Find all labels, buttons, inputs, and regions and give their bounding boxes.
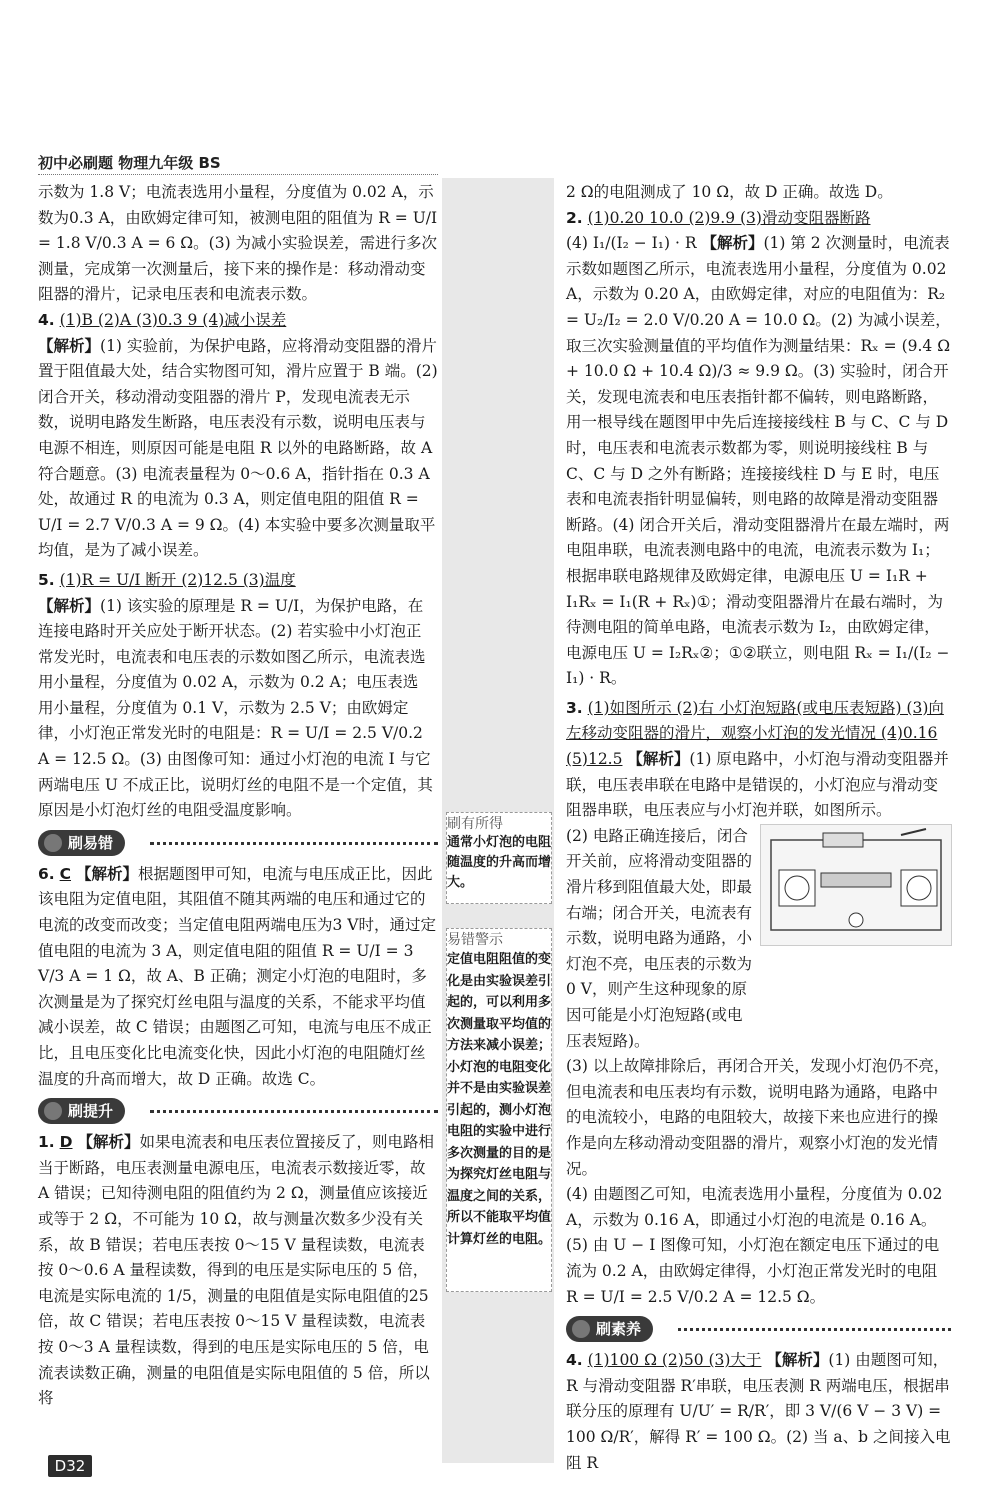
question-number: 5. — [38, 570, 55, 589]
side-note-text: 通常小灯泡的电阻随温度的升高而增大。 — [447, 835, 552, 890]
analysis-label: 【解析】 — [77, 1133, 140, 1152]
section-tag-label: 刷素养 — [566, 1316, 653, 1342]
analysis-text: (1) 实验前，为保护电路，应将滑动变阻器的滑片置于阻值最大处，结合实物图可知，滑片应置于 B 端。(2) 闭合开关，移动滑动变阻器的滑片 P，发现电流表无示数，说明电路发生断路，电压表没有示数，说明电压表与电源不相连，则原因可能是电阻 R 以外的电路断路，故 A 符合题意。(3) 电流表量程为 0～0.6 A，指针指在 0.3 A 处，故通过 R 的电流为 0.3 A，则定值电阻的阻值 R = U/I = 2.7 V/0.3 A = 9 Ω。(4) 本实验中要多次测量取平均值，是为了减小误差。 — [38, 336, 438, 560]
question-4-analysis — [38, 334, 438, 564]
question-1 — [38, 1130, 438, 1412]
analysis-label: 【解析】 — [766, 1351, 829, 1370]
circuit-diagram — [760, 824, 952, 946]
page-number: D32 — [48, 1455, 92, 1477]
answer: (1)R = U/I 断开 (2)12.5 (3)温度 — [59, 570, 296, 589]
analysis-label: 【解析】 — [38, 596, 101, 615]
analysis-text: (1) 第 2 次测量时，电流表示数如题图乙所示，电流表选用小量程，分度值为 0.02 A，示数为 0.20 A，由欧姆定律，对应的电阻值为：R₂ = U₂/I₂ = 2.0 V/0.20 A = 10.0 Ω。(2) 为减小误差，取三次实验测量值的平均值作为测量结果：Rₓ = (9.4 Ω + 10.0 Ω + 10.4 Ω)/3 ≈ 9.9 Ω。(3) 实验时，闭合开关，发现电流表和电压表指针都不偏转，则电路断路，用一根导线在题图甲中先后连接接线柱 B 与 C、C 与 D 时，电压表和电流表示数都为零，则说明接线柱 B 与 C、C 与 D 之外有断路；连接接线柱 D 与 E 时，电压表和电流表指针明显偏转，则电路的故障是滑动变阻器断路。(4) 闭合开关后，滑动变阻器滑片在最左端时，两电阻串联，电流表测电路中的电流，电流表示数为 I₁；根据串联电路规律及欧姆定律，电源电压 U = I₁R + I₁Rₓ = I₁(R + Rₓ)①；滑动变阻器滑片在最右端时，为待测电阻的简单电路，电流表示数为 I₂，由欧姆定律，电源电压 U = I₂Rₓ②；①②联立，则电阻 Rₓ = I₁/(I₂ − I₁) · R。 — [566, 234, 951, 688]
question-4 — [38, 308, 438, 334]
analysis-label: 【解析】 — [627, 750, 690, 769]
question-3-part-5: (5) 由 U − I 图像可知，小灯泡在额定电压下通过的电流为 0.2 A，由欧姆定律得，小灯泡正常发光时的电阻 R = U/I = 2.5 V/0.2 A = 12.5 Ω。 — [566, 1236, 940, 1306]
question-number: 6. — [38, 864, 55, 883]
section-tag-label: 刷易错 — [38, 830, 125, 856]
dotted-rule — [150, 842, 438, 845]
question-5 — [38, 568, 438, 594]
section-tag-improve — [38, 1098, 438, 1126]
analysis-text: (1) 该实验的原理是 R = U/I，为保护电路，在连接电路时开关应处于断开状态。(2) 若实验中小灯泡正常发光时，电流表和电压表的示数如图乙所示，电流表选用小量程，分度值为 0.02 A，示数为 0.2 A；电压表选用小量程，分度值为 0.1 V，示数为 2.5 V；由欧姆定律，小灯泡正常发光时的电阻是：R = U/I = 2.5 V/0.2 A = 12.5 Ω。(3) 由图像可知：通过小灯泡的电流 I 与它两端电压 U 不成正比，说明灯丝的电阻不是一个定值，其原因是小灯泡灯丝的电阻受温度影响。 — [38, 596, 433, 820]
question-6 — [38, 862, 438, 1092]
question-2-analysis — [566, 231, 951, 692]
analysis-text: (1) 由题图可知，R 与滑动变阻器 R′串联，电压表测 R 两端电压，根据串联分压的原理有 U/U′ = R/R′，即 3 V/(6 V − 3 V) = 100 Ω/R′，解得 R′ = 100 Ω。(2) 当 a、b 之间接入电阻 R — [566, 1351, 951, 1472]
side-note-text: 定值电阻阻值的变化是由实验误差引起的，可以利用多次测量取平均值的方法来减小误差；小灯泡的电阻变化并不是由实验误差引起的，测小灯泡电阻的实验中进行多次测量的目的是为探究灯丝电阻与温度之间的关系，所以不能取平均值计算灯丝的电阻。 — [447, 952, 552, 1247]
analysis-label: 【解析】 — [38, 336, 101, 355]
answer: D — [59, 1133, 73, 1152]
question-number: 3. — [566, 698, 583, 717]
header-title: 初中必刷题 物理九年级 BS — [38, 154, 221, 172]
analysis-label: 【解析】 — [701, 234, 764, 253]
answer: (1)100 Ω (2)50 (3)大于 — [587, 1351, 762, 1370]
question-number: 1. — [38, 1133, 55, 1152]
question-3 — [566, 696, 951, 824]
answer-part-4: (4) I₁/(I₂ − I₁) · R — [566, 234, 697, 253]
side-note-title: 刷有所得 — [447, 816, 503, 832]
answer: (1)0.20 10.0 (2)9.9 (3)滑动变阻器断路 — [587, 208, 871, 227]
analysis-text: 根据题图甲可知，电流与电压成正比，因此该电阻为定值电阻，其阻值不随其两端的电压和通过它的电流的改变而改变；当定值电阻两端电压为3 V时，通过定值电阻的电流为 3 A，则定值电阻的阻值 R = U/I = 3 V/3 A = 1 Ω，故 A、B 正确；测定小灯泡的电阻时，多次测量是为了探究灯丝电阻与温度的关系，不能求平均值减小误差，故 C 错误；由题图乙可知，电流与电压不成正比，且电压变化比电流变化快，因此小灯泡的电阻随灯丝温度的升高而增大，故 D 正确。故选 C。 — [38, 864, 436, 1088]
side-note-title: 易错警示 — [447, 932, 503, 948]
analysis-text: (1) 原电路中，小灯泡与滑动变阻器并联，电压表串联在电路中是错误的，小灯泡应与滑动变阻器串联，电压表应与小灯泡并联，如图所示。 — [566, 750, 949, 820]
question-2 — [566, 206, 951, 232]
side-note-gains — [446, 812, 552, 904]
analysis-label: 【解析】 — [75, 864, 138, 883]
header-rule — [38, 174, 438, 175]
section-tag-easy-mistakes — [38, 830, 438, 858]
question-number: 4. — [566, 1351, 583, 1370]
question-3-part-4: (4) 由题图乙可知，电流表选用小量程，分度值为 0.02 A，示数为 0.16 A，即通过小灯泡的电流是 0.16 A。 — [566, 1185, 943, 1229]
left-column — [38, 180, 438, 1412]
question-number: 2. — [566, 208, 583, 227]
dotted-rule — [678, 1328, 951, 1331]
answer: C — [59, 864, 72, 883]
dotted-rule — [150, 1110, 438, 1113]
paragraph: 示数为 1.8 V；电流表选用小量程，分度值为 0.02 A，示数为0.3 A，由欧姆定律可知，被测电阻的阻值为 R = U/I = 1.8 V/0.3 A = 6 Ω。(3) 为减小实验误差，需进行多次测量，完成第一次测量后，接下来的操作是：移动滑动变阻器的滑片，记录电压表和电流表示数。 — [38, 183, 438, 304]
question-4 — [566, 1348, 951, 1476]
side-note-warning — [446, 928, 552, 1292]
section-tag-label: 刷提升 — [38, 1098, 125, 1124]
paragraph: 2 Ω的电阻测成了 10 Ω，故 D 正确。故选 D。 — [566, 183, 893, 201]
question-3-part-3: (3) 以上故障排除后，再闭合开关，发现小灯泡仍不亮，但电流表和电压表均有示数，说明电路为通路，电路中的电流较小，电路的电阻较大，故接下来也应进行的操作是向左移动滑动变阻器的滑片，观察小灯泡的发光情况。 — [566, 1057, 950, 1178]
analysis-text: 如果电流表和电压表位置接反了，则电路相当于断路，电压表测量电源电压，电流表示数接近零，故 A 错误；已知待测电阻的阻值约为 2 Ω，测量值应该接近或等于 2 Ω，不可能为 10 Ω，故与测量次数多少没有关系，故 B 错误；若电压表按 0～15 V 量程读数，电流表按 0～0.6 A 量程读数，得到的电压是实际电压的 5 倍，电流是实际电流的 1/5，测量的电阻值是实际电阻值的25 倍，故 C 错误；若电压表按 0～15 V 量程读数，电流表按 0～3 A 量程读数，得到的电压是实际电压的 5 倍，电流表读数正确，测量的电阻值是实际电阻值的 5 倍，所以将 — [38, 1133, 434, 1408]
question-3-part-2: (2) 电路正确连接后，闭合开关前，应将滑动变阻器的滑片移到阻值最大处，即最右端；闭合开关，电流表有示数，说明电路为通路，小灯泡不亮，电压表的示数为 0 V，则产生这种现象的原因可能是小灯泡短路(或电压表短路)。 — [566, 826, 753, 1050]
circuit-drawing — [761, 825, 951, 945]
answer: (1)B (2)A (3)0.3 9 (4)减小误差 — [59, 310, 287, 329]
answer: (1)如图所示 (2)右 小灯泡短路(或电压表短路) (3)向左移动变阻器的滑片，观察小灯泡的发光情况 (4)0.16 (5)12.5 — [566, 698, 944, 769]
section-tag-literacy — [566, 1316, 951, 1344]
question-5-analysis — [38, 594, 433, 824]
question-number: 4. — [38, 310, 55, 329]
